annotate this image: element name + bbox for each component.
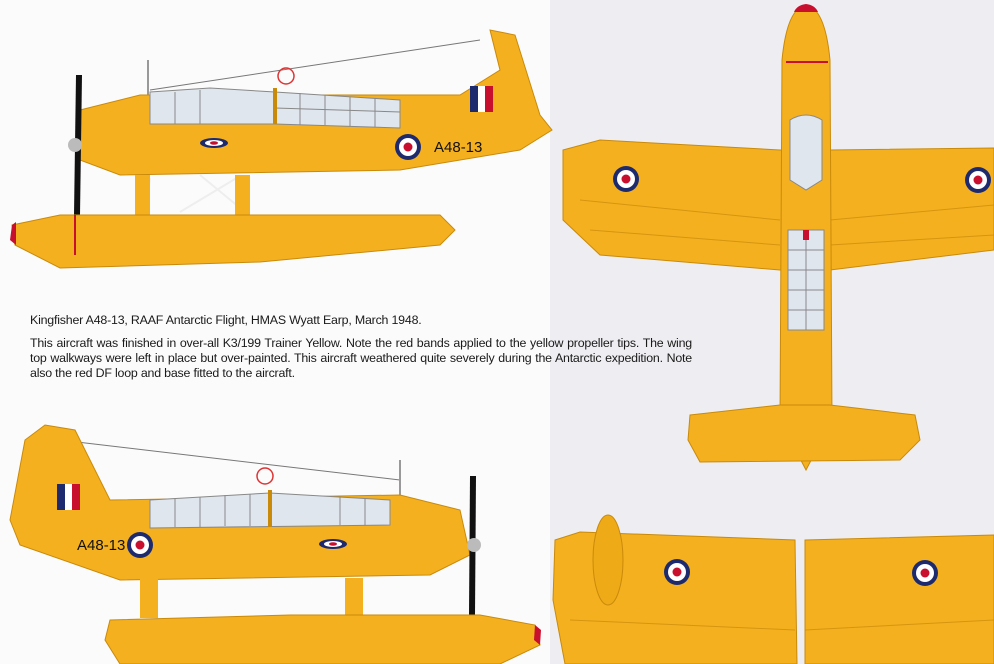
caption-body: This aircraft was finished in over-all K3/199 Trainer Yellow. Note the red bands applied to the yellow propeller tips. The wing top walkways were left in place but over-painted. This aircraft weathered quite severely during the Antarctic expedition. Note also the red DF loop and base fitted to the aircraft. [30,336,692,380]
side-view-port [10,425,541,664]
caption-title: Kingfisher A48-13, RAAF Antarctic Flight, HMAS Wyatt Earp, March 1948. [30,313,422,327]
serial-number: A48-13 [77,537,126,554]
caption-block [30,313,692,389]
underside-view [553,515,994,664]
top-view [563,4,994,470]
side-view-starboard [10,30,552,268]
df-loop-icon [278,68,294,84]
serial-number: A48-13 [434,139,483,156]
